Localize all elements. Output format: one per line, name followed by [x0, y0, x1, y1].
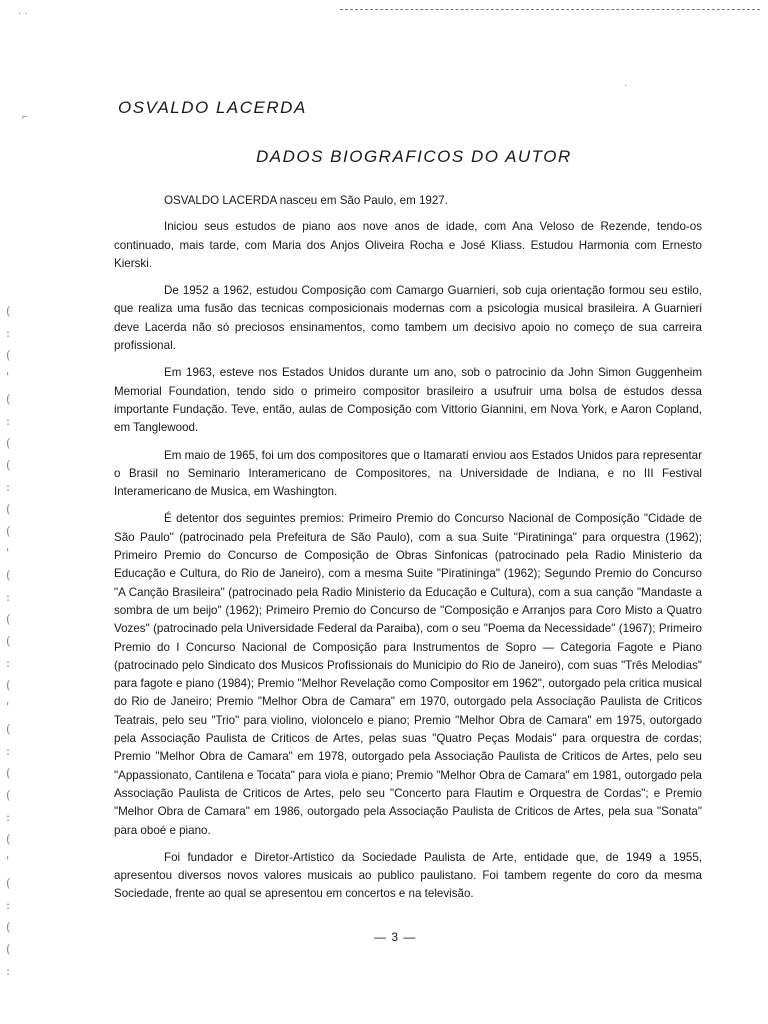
scan-margin-marks: ( : ( ' ( : ( ( : ( ( ' ( : ( ( : ( ' ( : ( ( : ( ' ( : ( ( : [6, 304, 11, 978]
paragraph-composition-studies: De 1952 a 1962, estudou Composição com Camargo Guarnieri, sob cuja orientação formou seu estilo, que realiza uma fusão das tecnicas composicionais modernas com a psicologia musical brasileira. A Guarnieri deve Lacerda não só preciosos ensinamentos, como tambem um decisivo apoio no começo de sua carreira profissional. [114, 284, 702, 353]
scan-speck: · · [18, 8, 28, 19]
paragraph-awards: É detentor dos seguintes premios: Primeiro Premio do Concurso Nacional de Composição "Cidade de São Paulo" (patrocinado pela Prefeitura de São Paulo), com a sua Suite "Piratininga" para orquestra (1962); Primeiro Premio do Concurso de Composição de Obras Sinfonicas (patrocinado pela Radio Ministerio da Educação e Cultura, do Rio de Janeiro), com a mesma Suite "Piratininga" (1962); Segundo Premio do Concurso "A Canção Brasileira" (patrocinado pela Radio Ministerio da Educação e Cultura), com a sua canção "Mandaste a sombra de um beijo" (1962); Primeiro Premio do Concurso de "Composição e Arranjos para Coro Misto a Quatro Vozes" (patrocinado pela Universidade Federal da Paraiba), com o seu "Poema da Necessidade" (1967); Primeiro Premio do I Concurso Nacional de Composição para Instrumentos de Sopro — Categoria Fagote e Piano (patrocinado pelo Sindicato dos Musicos Profissionais do Municipio do Rio de Janeiro), com suas "Três Melodias" para fagote e piano (1984); Premio "Melhor Revelação como Compositor em 1962", outorgado pela critica musical do Rio de Janeiro; Premio "Melhor Obra de Camara" em 1970, outorgado pela Associação Paulista de Criticos Teatrais, pelo seu "Trio" para violino, violoncelo e piano; Premio "Melhor Obra de Camara" em 1975, outorgado pela Associação Paulista de Criticos de Artes, pelas suas "Quatro Peças Modais" para orquestra de cordas; Premio "Melhor Obra de Camara" em 1978, outorgado pela Associação Paulista de Criticos de Artes, pelo seu "Appassionato, Cantilena e Tocata" para viola e piano; Premio "Melhor Obra de Camara" em 1981, outorgado pela Associação Paulista de Criticos de Artes, pelo seu "Concerto para Flautim e Orquestra de Cordas"; e Premio "Melhor Obra de Camara" em 1986, outorgado pela Associação Paulista de Criticos de Artes, pela sua "Sonata" para oboé e piano. [114, 512, 702, 837]
author-name: OSVALDO LACERDA [118, 98, 307, 117]
paragraph-united-states: Em 1963, esteve nos Estados Unidos durante um ano, sob o patrocinio da John Simon Guggenheim Memorial Foundation, tendo sido o primeiro compositor brasileiro a usufruir uma bolsa de estudos dessa importante Fundação. Teve, então, aulas de Composição com Vittorio Giannini, em Nova York, e Aaron Copland, em Tanglewood. [114, 366, 702, 435]
paragraph-society: Foi fundador e Diretor-Artistico da Sociedade Paulista de Arte, entidade que, de 1949 a 1955, apresentou diversos novos valores musicais ao publico paulistano. Foi tambem regente do coro da mesma Sociedade, frente ao qual se apresentou em concertos e na televisão. [114, 850, 702, 901]
paragraph-piano-studies: Iniciou seus estudos de piano aos nove anos de idade, com Ana Veloso de Rezende, tendo-os continuado, mais tarde, com Maria dos Anjos Oliveira Rocha e José Kliass. Estudou Harmonia com Ernesto Kierski. [114, 220, 702, 270]
paragraph-birth: OSVALDO LACERDA nasceu em São Paulo, em 1927. [164, 194, 448, 207]
scan-top-rule [340, 9, 760, 10]
page-number: — 3 — [374, 930, 417, 944]
scan-speck: · [624, 80, 628, 91]
scan-speck: ⌐ [22, 112, 28, 123]
document-title: DADOS BIOGRAFICOS DO AUTOR [256, 147, 572, 166]
biography-body [114, 192, 702, 913]
paragraph-seminar: Em maio de 1965, foi um dos compositores que o Itamaratí enviou aos Estados Unidos para representar o Brasil no Seminario Interamericano de Compositores, na Universidade de Indiana, e no III Festival Interamericano de Musica, em Washington. [114, 448, 702, 499]
